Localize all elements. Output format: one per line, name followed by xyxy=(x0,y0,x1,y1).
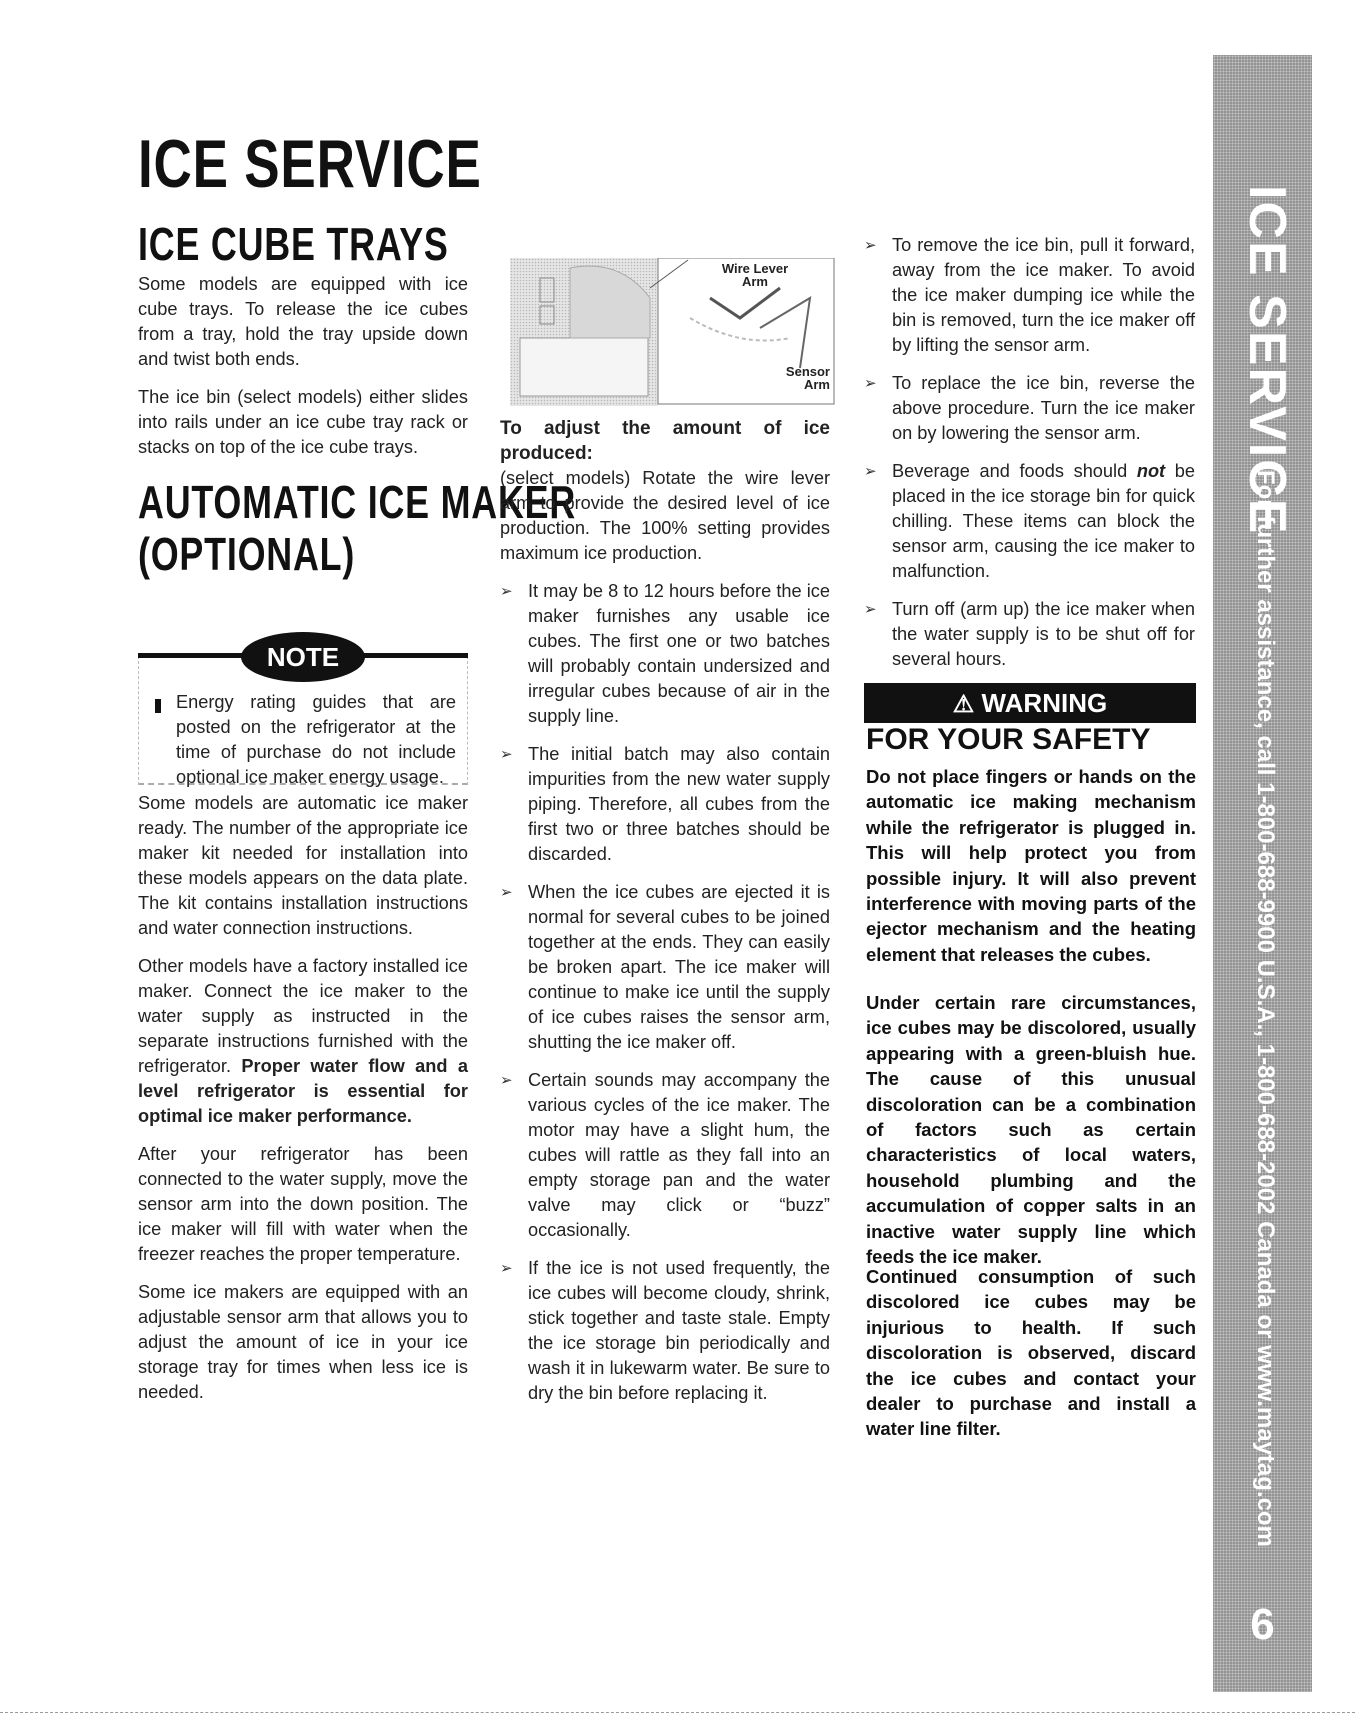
arrow-icon: ➢ xyxy=(864,601,877,618)
section-title-automatic-ice-maker: AUTOMATIC ICE MAKER xyxy=(138,476,577,528)
factory-installed-text: Other models have a factory installed ice maker. Connect the ice maker to the water supply as instructed in the separate instructions furnished with the refrigerator. xyxy=(138,956,468,1076)
arrow-icon: ➢ xyxy=(500,1260,513,1277)
note-label: NOTE xyxy=(241,632,365,682)
section-title-ice-cube-trays: ICE CUBE TRAYS xyxy=(138,218,449,270)
adjust-heading: To adjust the amount of ice produced: xyxy=(500,418,830,464)
warning-triangle-icon: ⚠ xyxy=(952,691,975,718)
water-flow-warning: Proper water flow and a level refrigerator is essential for optimal ice maker performance. xyxy=(138,1056,468,1126)
col2-bullet-4: ➢ Certain sounds may accompany the various cycles of the ice maker. The motor may have a slight hum, the cubes will rattle as they fall into an empty storage pan and the water valve may click or “buzz” occasionally. xyxy=(500,1070,830,1240)
col3-bullet-3: ➢ Beverage and foods should not be placed in the ice storage bin for quick chilling. These items can block the sensor arm, causing the ice maker to malfunction. xyxy=(864,461,1195,581)
col2-bullet-2: ➢ The initial batch may also contain impurities from the new water supply piping. Therefore, all cubes from the first two or three batches should be discarded. xyxy=(500,744,830,864)
arrow-icon: ➢ xyxy=(500,746,513,763)
note-bullet-icon xyxy=(155,699,161,713)
col2-bullet-1: ➢ It may be 8 to 12 hours before the ice maker furnishes any usable ice cubes. The first one or two batches will probably contain undersized and irregular cubes because of air in the supply line. xyxy=(500,581,830,726)
bottom-rule xyxy=(0,1712,1355,1715)
warning-label: WARNING xyxy=(981,688,1108,718)
arrow-icon: ➢ xyxy=(864,375,877,392)
warning-paragraph-3: Continued consumption of such discolored ice cubes may be injurious to health. If such discoloration is observed, discard the ice cubes and contact your dealer to purchase and install a water line filter. xyxy=(866,1266,1196,1440)
col1-top xyxy=(138,272,468,473)
ice-maker-figure xyxy=(510,258,836,406)
adjustable-sensor-paragraph: Some ice makers are equipped with an adjustable sensor arm that allows you to adjust the amount of ice in your ice storage tray for times when less ice is needed. xyxy=(138,1282,468,1402)
sensor-label-2: Arm xyxy=(803,377,830,392)
arrow-icon: ➢ xyxy=(864,463,877,480)
warning-paragraph-1: Do not place fingers or hands on the automatic ice making mechanism while the refrigerator is plugged in. This will help protect you from possible injury. It will also prevent interference with moving parts of the ejector mechanism and the heating element that releases the cubes. xyxy=(866,766,1196,965)
warning-paragraph-2: Under certain rare circumstances, ice cubes may be discolored, usually appearing with a green-bluish hue. The cause of this unusual discoloration can be a combination of factors such as certain characteristics of local waters, household plumbing and the accumulation of copper salts in an inactive water supply line which feeds the ice maker. xyxy=(866,992,1196,1268)
sidebar-contact-text: For further assistance, call 1-800-688-9900 U.S.A., 1-800-688-2002 Canada or www.maytag.com xyxy=(1252,470,1279,1547)
adjust-text: (select models) Rotate the wire lever arm to provide the desired level of ice production. The 100% setting provides maximum ice production. xyxy=(500,468,830,563)
arrow-icon: ➢ xyxy=(500,583,513,600)
col1-body xyxy=(138,791,468,1418)
col3-body xyxy=(864,233,1195,685)
arrow-icon: ➢ xyxy=(500,1072,513,1089)
not-emphasis: not xyxy=(1136,461,1166,481)
warning-heading: FOR YOUR SAFETY xyxy=(866,723,1151,756)
col3-bullet-4: ➢ Turn off (arm up) the ice maker when the water supply is to be shut off for several hours. xyxy=(864,599,1195,669)
col3-bullet-2: ➢ To replace the ice bin, reverse the above procedure. Turn the ice maker on by lowering the sensor arm. xyxy=(864,373,1195,443)
section-title-optional: (OPTIONAL) xyxy=(138,528,356,580)
note-text: Energy rating guides that are posted on the refrigerator at the time of purchase do not include optional ice maker energy usage. xyxy=(176,692,456,787)
page-title: ICE SERVICE xyxy=(138,126,482,202)
sidebar-title: ICE SERVICE xyxy=(1238,185,1296,536)
ice-cube-trays-paragraph: Some models are equipped with ice cube trays. To release the ice cubes from a tray, hold the tray upside down and twist both ends. xyxy=(138,274,468,369)
col3-bullet-1: ➢ To remove the ice bin, pull it forward, away from the ice maker. To avoid the ice maker dumping ice while the bin is removed, turn the ice maker off by lifting the sensor arm. xyxy=(864,235,1195,355)
wire-lever-label-2: Arm xyxy=(741,274,769,289)
page-number: 6 xyxy=(1250,1600,1275,1649)
wire-lever-label-1: Wire Lever xyxy=(721,261,789,276)
arrow-icon: ➢ xyxy=(500,884,513,901)
ice-maker-ready-paragraph: Some models are automatic ice maker ready. The number of the appropriate ice maker kit needed for installation into these models appears on the data plate. The kit contains installation instructions and water connection instructions. xyxy=(138,793,468,938)
col2-body xyxy=(500,416,830,1419)
ice-bin-paragraph: The ice bin (select models) either slides into rails under an ice cube tray rack or stacks on top of the ice cube trays. xyxy=(138,387,468,457)
warning-banner xyxy=(864,683,1196,723)
sensor-arm-paragraph: After your refrigerator has been connected to the water supply, move the sensor arm into the down position. The ice maker will fill with water when the freezer reaches the proper temperature. xyxy=(138,1144,468,1264)
factory-installed-paragraph xyxy=(138,954,468,1129)
col2-bullet-3: ➢ When the ice cubes are ejected it is normal for several cubes to be joined together at the ends. They can easily be broken apart. The ice maker will continue to make ice until the supply of ice cubes raises the sensor arm, shutting the ice maker off. xyxy=(500,882,830,1052)
sensor-label-1: Sensor xyxy=(785,364,830,379)
arrow-icon: ➢ xyxy=(864,237,877,254)
col2-bullet-5: ➢ If the ice is not used frequently, the ice cubes will become cloudy, shrink, stick together and taste stale. Empty the ice storage bin periodically and wash it in lukewarm water. Be sure to dry the bin before replacing it. xyxy=(500,1258,830,1403)
